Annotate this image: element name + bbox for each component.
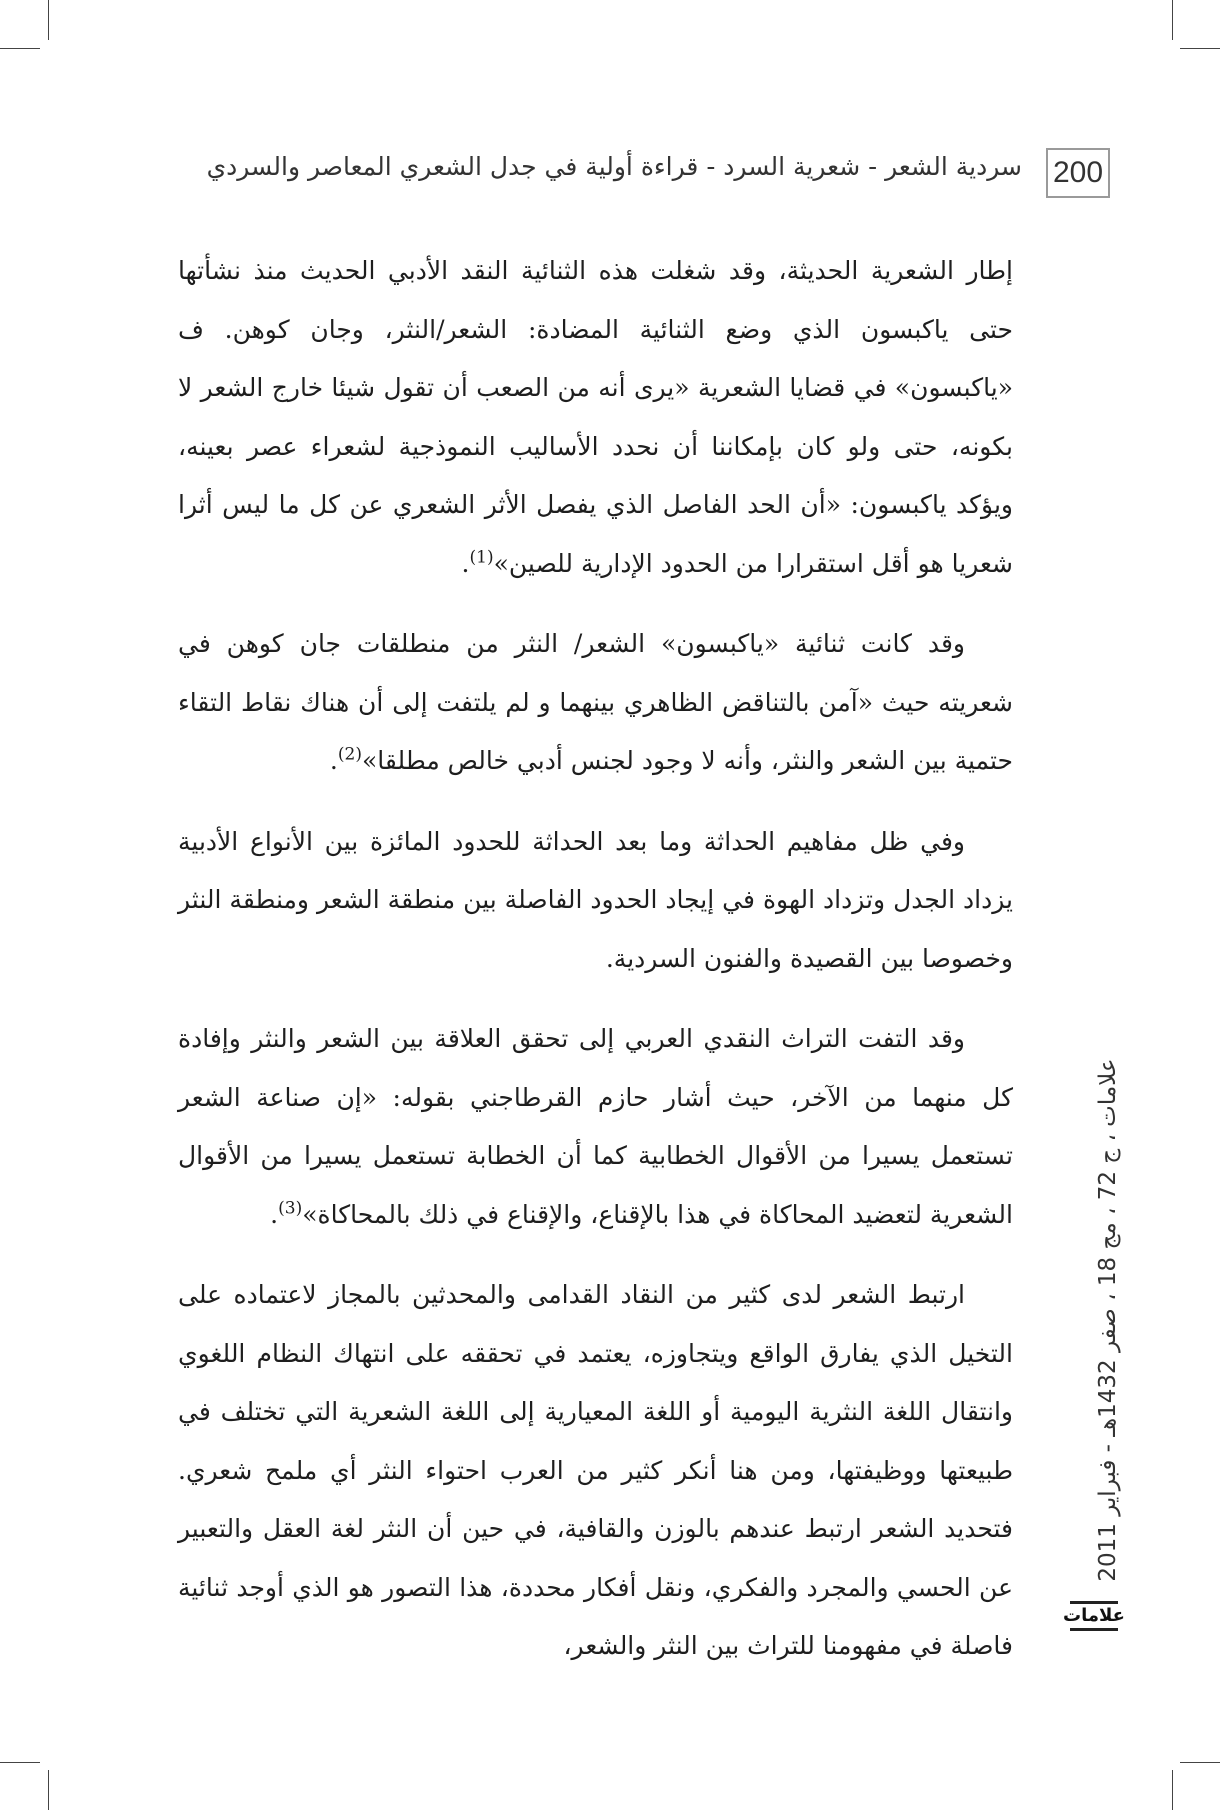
page-header xyxy=(180,148,1110,202)
paragraph xyxy=(178,615,1013,791)
logo-rule xyxy=(1070,1601,1118,1604)
article-body xyxy=(178,242,1013,1676)
footnote-ref: (1) xyxy=(469,547,494,568)
footnote-ref: (2) xyxy=(337,744,362,765)
paragraph-text: وقد كانت ثنائية «ياكبسون» الشعر/ النثر من منطلقات جان كوهن في شعريته حيث «آمن بالتناقض الظاهري بينهما و لم يلتفت إلى أن هناك نقاط التقاء حتمية بين الشعر والنثر، وأنه لا وجود لجنس أدبي خالص مطلقا» xyxy=(178,629,1013,775)
crop-mark xyxy=(0,1762,40,1763)
crop-mark xyxy=(1172,0,1173,40)
crop-mark xyxy=(1172,1770,1173,1810)
logo-rule xyxy=(1070,1628,1118,1631)
paragraph-end: . xyxy=(461,548,470,578)
paragraph-end: . xyxy=(329,746,338,775)
paragraph xyxy=(178,813,1013,989)
footnote-ref: (3) xyxy=(278,1198,303,1219)
paragraph xyxy=(178,242,1013,593)
paragraph-text: ارتبط الشعر لدى كثير من النقاد القدامى والمحدثين بالمجاز لاعتماده على التخيل الذي يفارق الواقع ويتجاوزه، يعتمد في تحققه على انتهاك النظام اللغوي وانتقال اللغة النثرية اليومية أو اللغة المعيارية إلى اللغة الشعرية التي تختلف في طبيعتها ووظيفتها، ومن هنا أنكر كثير من العرب احتواء النثر أي ملمح شعري. فتحديد الشعر ارتبط عندهم بالوزن والقافية، في حين أن النثر لغة العقل والتعبير عن الحسي والمجرد والفكري، ونقل أفكار محددة، هذا التصور هو الذي أوجد ثنائية فاصلة في مفهومنا للتراث بين النثر والشعر، xyxy=(178,1280,1013,1660)
logo-text: علامات xyxy=(1063,1605,1125,1626)
page-number: 200 xyxy=(1046,148,1110,198)
paragraph xyxy=(178,1266,1013,1676)
crop-mark xyxy=(48,0,49,40)
paragraph-end: . xyxy=(270,1199,279,1229)
journal-citation: علامات ، ج 72 ، مج 18 ، صفر 1432هـ - فبراير 2011 xyxy=(1095,1058,1121,1582)
paragraph-text: وقد التفت التراث النقدي العربي إلى تحقق العلاقة بين الشعر والنثر وإفادة كل منهما من الآخر، حيث أشار حازم القرطاجني بقوله: «إن صناعة الشعر تستعمل يسيرا من الأقوال الخطابية كما أن الخطابة تستعمل يسيرا من الأقوال الشعرية لتعضيد المحاكاة في هذا بالإقناع، والإقناع في ذلك بالمحاكاة» xyxy=(178,1024,1013,1229)
journal-logo xyxy=(1063,1595,1125,1637)
crop-mark xyxy=(1180,48,1220,49)
paragraph-text: إطار الشعرية الحديثة، وقد شغلت هذه الثنائية النقد الأدبي الحديث منذ نشأتها حتى ياكبسون الذي وضع الثنائية المضادة: الشعر/النثر، وجان كوهن. ف «ياكبسون» في قضايا الشعرية «يرى أنه من الصعب أن تقول شيئا خارج الشعر لا بكونه، حتى ولو كان بإمكاننا أن نحدد الأساليب النموذجية لشعراء عصر بعينه، ويؤكد ياكبسون: «أن الحد الفاصل الذي يفصل الأثر الشعري عن كل ما ليس أثرا شعريا هو أقل استقرارا من الحدود الإدارية للصين» xyxy=(178,256,1013,578)
crop-mark xyxy=(1180,1762,1220,1763)
crop-mark xyxy=(0,48,40,49)
paragraph xyxy=(178,1010,1013,1244)
paragraph-text: وفي ظل مفاهيم الحداثة وما بعد الحداثة للحدود المائزة بين الأنواع الأدبية يزداد الجدل وتزداد الهوة في إيجاد الحدود الفاصلة بين منطقة الشعر ومنطقة النثر وخصوصا بين القصيدة والفنون السردية. xyxy=(178,826,1013,973)
crop-mark xyxy=(48,1770,49,1810)
running-title: سردية الشعر - شعرية السرد - قراءة أولية في جدل الشعري المعاصر والسردي xyxy=(206,152,1022,181)
